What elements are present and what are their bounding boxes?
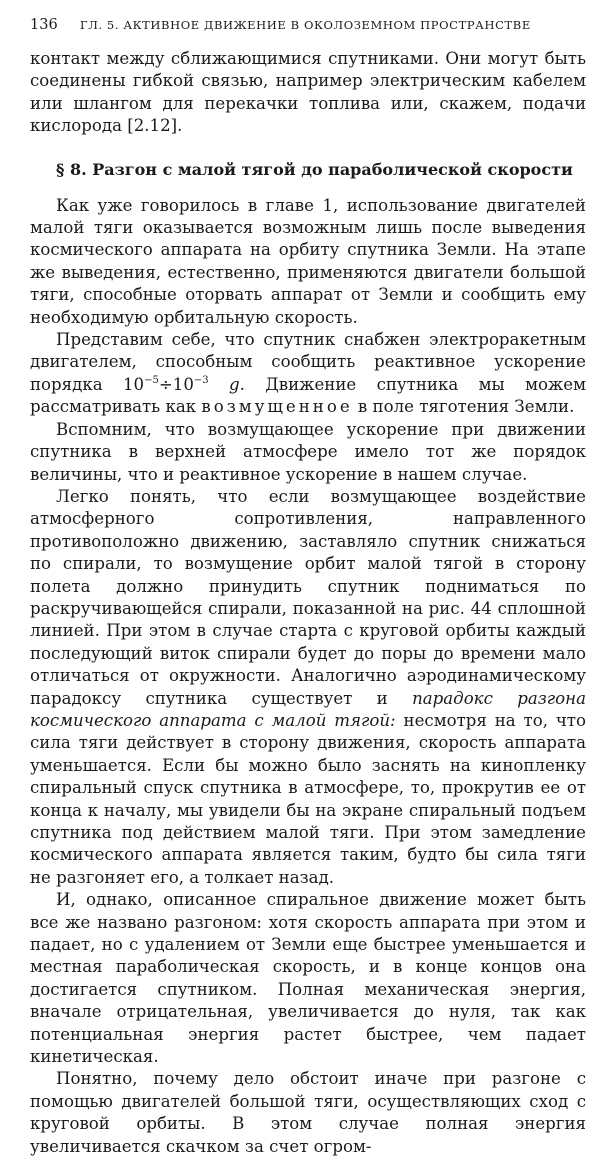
section-heading: § 8. Разгон с малой тягой до параболической скорости [56, 159, 573, 179]
p2-text-d: в поле тяготения Земли. [357, 397, 575, 417]
p4-text-b: несмотря на то, что сила тяги действует в сторону движения, скорость аппарата уменьшается. Если бы можно было заснять на кинопленку спиральный спуск спутника в атмосфере, то, прокрутив ее от конца к началу, мы увидели бы на экране спиральный подъем спутника под действием малой тяги. При этом замедление космического аппарата является таким, будто бы сила тяги не разгоняет его, а толкает назад. [30, 710, 586, 887]
p2-spaced-word: возмущенное [201, 397, 353, 417]
p2-text-b: ÷10 [158, 374, 194, 394]
page-number: 136 [30, 17, 58, 33]
paragraph-3: Вспомним, что возмущающее ускорение при движении спутника в верхней атмосфере имело тот же порядок величины, что и реактивное ускорение в нашем случае. [30, 419, 586, 484]
paragraph-continuation: контакт между сближающимися спутниками. Они могут быть соединены гибкой связью, например электрическим кабелем или шлангом для перекачки топлива или, скажем, подачи кислорода [2.12]. [30, 49, 586, 136]
p2-exponent-2: −3 [193, 374, 209, 386]
p4-text-a: Легко понять, что если возмущающее воздействие атмосферного сопротивления, направленного противоположно движению, заставляло спутник снижаться по спирали, то возмущение орбит малой тягой в сторону полета должно принудить спутник подниматься по раскручивающейся спирали, показанной на рис. 44 сплошной линией. При этом в случае старта с круговой орбиты каждый последующий виток спирали будет до поры до времени мало отличаться от окружности. Аналогично аэродинамическому парадоксу спутника существует и [30, 486, 586, 708]
p2-text-c: . Движение спутника мы можем рассматривать как [30, 374, 586, 417]
paragraph-1: Как уже говорилось в главе 1, использование двигателей малой тяги оказывается возможным лишь после выведения космического аппарата на орбиту спутника Земли. На этапе же выведения, естественно, применяются двигатели большой тяги, способные оторвать аппарат от Земли и сообщить ему необходимую орбитальную скорость. [30, 195, 586, 327]
paragraph-6: Понятно, почему дело обстоит иначе при разгоне с помощью двигателей большой тяги, осуществляющих сход с круговой орбиты. В этом случае полная энергия увеличивается скачком за счет огром- [30, 1069, 586, 1156]
paragraph-4 [30, 486, 586, 889]
paragraph-2 [30, 329, 586, 419]
p2-text-a: Представим себе, что спутник снабжен электроракетным двигателем, способным сообщить реактивное ускорение порядка 10 [30, 330, 586, 394]
p4-italic-term: парадокс разгона космического аппарата с малой тягой: [30, 688, 586, 730]
paragraph-5: И, однако, описанное спиральное движение может быть все же названо разгоном: хотя скорость аппарата при этом и падает, но с удалением от Земли еще быстрее уменьшается и местная параболическая скорость, и в конце концов она достигается спутником. Полная механическая энергия, вначале отрицательная, увеличивается до нуля, так как потенциальная энергия растет быстрее, чем падает кинетическая. [30, 890, 586, 1067]
book-page [30, 14, 586, 1158]
running-header [30, 14, 586, 36]
p2-exponent-1: −5 [144, 374, 159, 386]
p2-g-symbol: g [229, 374, 240, 394]
running-title: ГЛ. 5. АКТИВНОЕ ДВИЖЕНИЕ В ОКОЛОЗЕМНОМ ПРОСТРАНСТВЕ [80, 18, 531, 32]
